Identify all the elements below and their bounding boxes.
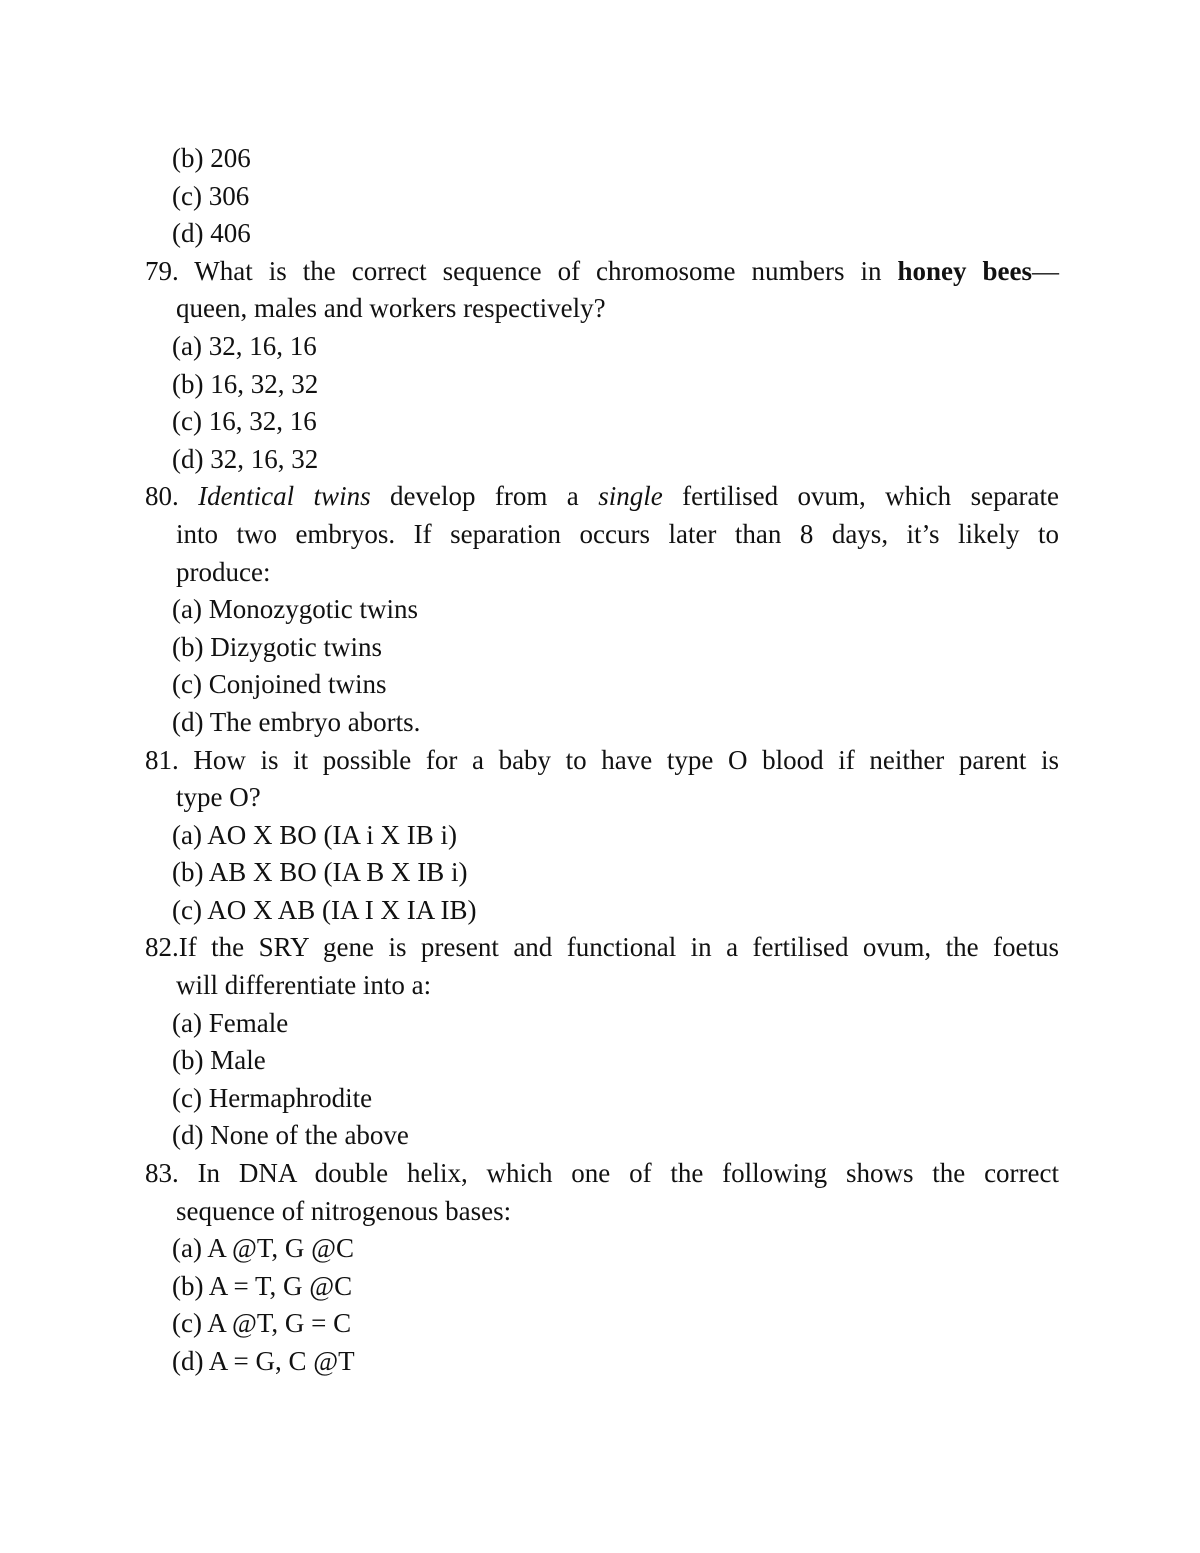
option-81-c: (c) AO X AB (IA I X IA IB) — [172, 894, 477, 925]
option-83-d: (d) A = G, C @T — [172, 1346, 355, 1376]
question-number: 79. — [145, 255, 179, 286]
option-83-c: (c) A @T, G = C — [172, 1308, 352, 1339]
option-79-a: (a) 32, 16, 16 — [172, 330, 317, 361]
question-81-continuation: type O? — [176, 782, 261, 813]
option-81-b: (b) AB X BO (IA B X IB i) — [172, 857, 468, 888]
question-text-italic: single — [598, 481, 663, 512]
question-number: 81. — [145, 744, 179, 775]
option-83-a: (a) A @T, G @C — [172, 1233, 354, 1264]
question-text: In DNA double helix, which one of the following shows the correct — [197, 1158, 1060, 1189]
option-82-a: (a) Female — [172, 1007, 289, 1038]
question-text: How is it possible for a baby to have type O blood if neither parent is — [193, 744, 1060, 775]
question-80-continuation: into two embryos. If separation occurs later than 8 days, it’s likely to — [176, 518, 1059, 549]
question-text: fertilised ovum, which separate — [662, 481, 1060, 512]
option-79-c: (c) 16, 32, 16 — [172, 406, 317, 437]
question-text: develop from a — [370, 481, 599, 512]
option-80-a: (a) Monozygotic twins — [172, 594, 418, 625]
option-78-b: (b) 206 — [172, 143, 251, 173]
question-number: 83. — [145, 1158, 179, 1189]
question-text: — — [1032, 255, 1060, 286]
question-83-continuation: sequence of nitrogenous bases: — [176, 1195, 512, 1226]
question-80-continuation: produce: — [176, 556, 271, 587]
question-81 — [0, 742, 1059, 780]
option-82-c: (c) Hermaphrodite — [172, 1082, 373, 1113]
option-80-b: (b) Dizygotic twins — [172, 631, 382, 662]
option-82-d: (d) None of the above — [172, 1120, 409, 1151]
question-79-continuation: queen, males and workers respectively? — [176, 293, 606, 324]
document-page — [0, 140, 1200, 1381]
question-number: 80. — [145, 481, 179, 512]
question-80 — [0, 478, 1059, 516]
option-78-d: (d) 406 — [172, 218, 251, 249]
question-text: If the SRY gene is present and functional in a fertilised ovum, the foetus — [178, 932, 1059, 963]
question-82 — [0, 929, 1059, 967]
option-79-b: (b) 16, 32, 32 — [172, 368, 319, 399]
option-82-b: (b) Male — [172, 1045, 266, 1076]
option-83-b: (b) A = T, G @C — [172, 1270, 353, 1301]
option-79-d: (d) 32, 16, 32 — [172, 443, 319, 474]
question-83 — [0, 1155, 1059, 1193]
question-number: 82. — [145, 932, 179, 963]
option-80-d: (d) The embryo aborts. — [172, 706, 421, 737]
option-80-c: (c) Conjoined twins — [172, 669, 387, 700]
question-text-italic: Identical twins — [198, 481, 371, 512]
question-text: What is the correct sequence of chromosome numbers in — [194, 255, 898, 286]
option-78-c: (c) 306 — [172, 180, 250, 211]
question-text-bold: honey bees — [897, 255, 1033, 286]
option-81-a: (a) AO X BO (IA i X IB i) — [172, 819, 457, 850]
question-82-continuation: will differentiate into a: — [176, 970, 432, 1001]
question-79 — [0, 253, 1059, 291]
